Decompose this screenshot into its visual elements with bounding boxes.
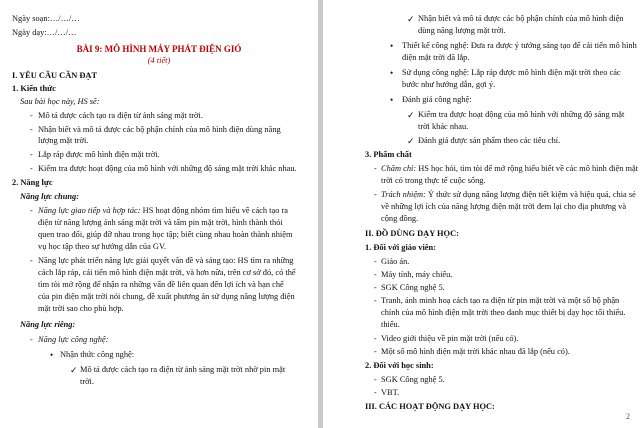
teacher-item: Máy tính, máy chiếu.	[381, 270, 453, 279]
tech-eval-item: trời khác nhau.	[418, 122, 469, 131]
checkmark-bullet-icon: ✓	[407, 136, 415, 146]
section-III-heading: III. CÁC HOẠT ĐỘNG DẠY HỌC:	[365, 402, 495, 411]
tech-eval-item: Đánh giá được sản phẩm theo các tiêu chí.	[418, 136, 561, 145]
teacher-item: Tranh, ảnh minh hoạ cách tạo ra điện từ pin mặt trời và một số bộ phận	[381, 296, 620, 305]
general-item-1-line: điện từ năng lượng ánh sáng mặt trời và tấm pin mặt trời, hình thành thói	[38, 218, 283, 227]
dot-bullet: •	[390, 68, 394, 78]
general-item-2-line: của pin điện mặt trời nói chung, đề xuất phương án sử dụng năng lượng điện	[38, 292, 295, 301]
qualities-heading: 3. Phẩm chất	[365, 150, 412, 159]
dot-bullet: •	[50, 350, 54, 360]
knowledge-item: Nhận biết và mô tả được các bộ phận chính của mô hình điện dùng năng	[38, 125, 281, 134]
competence-heading: 2. Năng lực	[12, 178, 53, 187]
page-number: 2	[626, 412, 630, 421]
general-item-2-line: mặt trời sao cho phù hợp.	[38, 304, 124, 313]
dash-bullet: -	[374, 375, 377, 384]
tech-design-item: Thiết kế công nghệ: Đưa ra được ý tưởng sáng tạo để cải tiến mô hình	[402, 41, 637, 50]
dash-bullet: -	[374, 347, 377, 356]
knowledge-item: Lắp ráp được mô hình điện mặt trời.	[38, 150, 160, 159]
checkmark-bullet-icon: ✓	[70, 365, 78, 375]
dash-bullet: -	[374, 164, 377, 173]
dash-bullet: -	[30, 164, 33, 173]
teacher-item: Một số mô hình điện mặt trời khác nhau đã lắp (nếu có).	[381, 347, 570, 356]
prep-date: Ngày soạn:…/…/…	[12, 14, 80, 23]
tech-cognition-item: Nhận biết và mô tả được các bộ phận chính của mô hình điện	[418, 14, 624, 23]
tech-usage-item: Sử dụng công nghệ: Lắp ráp được mô hình điện mặt trời theo các	[402, 68, 621, 77]
general-item-2-line: tìm tòi mở rộng để nhận ra những vấn đề liên quan đến lợi ích và hạn chế	[38, 280, 284, 289]
tech-cognition-item: dùng năng lượng mặt trời.	[418, 26, 506, 35]
dash-bullet: -	[374, 283, 377, 292]
general-item-2-line: Năng lực phát triển năng lực giải quyết vấn đề và sáng tạo: HS tìm ra những	[38, 256, 294, 265]
dash-bullet: -	[374, 334, 377, 343]
quality-item-1-label: Chăm chỉ:	[381, 164, 417, 173]
dash-bullet: -	[374, 190, 377, 199]
dot-bullet: •	[390, 95, 394, 105]
knowledge-intro: Sau bài học này, HS sẽ:	[20, 97, 100, 106]
tech-eval-item: Kiểm tra được hoạt động của mô hình với những độ sáng mặt	[418, 110, 625, 119]
lesson-title: BÀI 9: MÔ HÌNH MÁY PHÁT ĐIỆN GIÓ	[76, 44, 242, 54]
general-item-1-line: vụ học tập theo sự hướng dẫn của GV.	[38, 242, 167, 251]
tech-usage-item: bước như hướng dẫn, gợi ý.	[402, 80, 496, 89]
dash-bullet: -	[374, 270, 377, 279]
document-page-2	[323, 0, 640, 428]
dash-bullet: -	[30, 206, 33, 215]
dash-bullet: -	[374, 257, 377, 266]
dash-bullet: -	[30, 335, 33, 344]
section-I-heading: I. YÊU CẦU CẦN ĐẠT	[12, 71, 98, 80]
dash-bullet: -	[30, 111, 33, 120]
general-item-1-label: Năng lực giao tiếp và hợp tác:	[38, 206, 141, 215]
teacher-item: SGK Công nghệ 5.	[381, 283, 445, 292]
quality-item-1	[381, 164, 638, 174]
teacher-item: chính của mô hình điện mặt trời theo danh mục thiết bị dạy học tối thiểu.	[381, 308, 626, 317]
quality-item-2-line: cộng đồng.	[381, 214, 419, 223]
tech-cognition-item: trời.	[80, 377, 94, 386]
knowledge-item: lượng mặt trời.	[38, 136, 89, 145]
dash-bullet: -	[374, 296, 377, 305]
tech-design-item: điện mặt trời đã lắp.	[402, 53, 470, 62]
teacher-item: Video giới thiệu về pin mặt trời (nếu có).	[381, 334, 519, 343]
teacher-materials-heading: 1. Đối với giáo viên:	[365, 243, 436, 252]
tech-cognition-label: Nhận thức công nghệ:	[60, 350, 135, 359]
general-item-1-line: quen trao đổi, giúp đỡ nhau trong học tập; biết cùng nhau hoàn thành nhiệm	[38, 230, 293, 239]
dash-bullet: -	[374, 388, 377, 397]
knowledge-item: Mô tả được cách tạo ra điện từ ánh sáng mặt trời.	[38, 111, 203, 120]
student-materials-heading: 2. Đối với học sinh:	[365, 361, 434, 370]
checkmark-bullet-icon: ✓	[407, 14, 415, 24]
quality-item-2	[381, 190, 636, 200]
tech-eval-label: Đánh giá công nghệ:	[402, 95, 472, 104]
tech-competence-label: Năng lực công nghệ:	[38, 335, 109, 344]
dot-bullet: •	[390, 41, 394, 51]
student-item: SGK Công nghệ 5.	[381, 375, 445, 384]
knowledge-heading: 1. Kiến thức	[12, 84, 56, 93]
document-page-1	[0, 0, 318, 428]
specific-competence-heading: Năng lực riêng:	[20, 320, 76, 329]
lesson-duration: (4 tiết)	[147, 56, 171, 65]
dash-bullet: -	[30, 256, 33, 265]
dash-bullet: -	[30, 125, 33, 134]
quality-item-2-text: Ý thức sử dụng năng lượng điện tiết kiệm và hiệu quả, chia sẻ	[425, 190, 636, 199]
quality-item-1-text: HS học hỏi, tìm tòi để mở rộng hiểu biết về các mô hình điện mặt	[416, 164, 639, 173]
general-item-1	[38, 206, 288, 216]
knowledge-item: Kiểm tra được hoạt động của mô hình với những độ sáng mặt trời khác nhau.	[38, 164, 297, 173]
checkmark-bullet-icon: ✓	[407, 110, 415, 120]
general-competence-heading: Năng lực chung:	[20, 192, 79, 201]
student-item: VBT.	[381, 388, 400, 397]
section-II-heading: II. ĐỒ DÙNG DẠY HỌC:	[365, 229, 459, 238]
teach-date: Ngày dạy:…/…/…	[12, 28, 77, 37]
general-item-2-line: cách lắp ráp, cải tiến mô hình điện mặt trời, và hơn nữa, trên cơ sở đó, có thể	[38, 268, 296, 277]
teacher-item: Giáo án.	[381, 257, 410, 266]
quality-item-1-line: trời có trong thực tế cuộc sống.	[381, 176, 486, 185]
general-item-1-text: HS hoạt động nhóm tìm hiểu về cách tạo ra	[140, 206, 289, 215]
quality-item-2-label: Trách nhiệm:	[381, 190, 426, 199]
tech-cognition-item: Mô tả được cách tạo ra điện từ ánh sáng mặt trời nhờ pin mặt	[80, 365, 286, 374]
dash-bullet: -	[30, 150, 33, 159]
teacher-item: thiểu.	[381, 320, 400, 329]
quality-item-2-line: về những lợi ích của năng lượng điện mặt trời đem lại cho địa phương và	[381, 202, 627, 211]
